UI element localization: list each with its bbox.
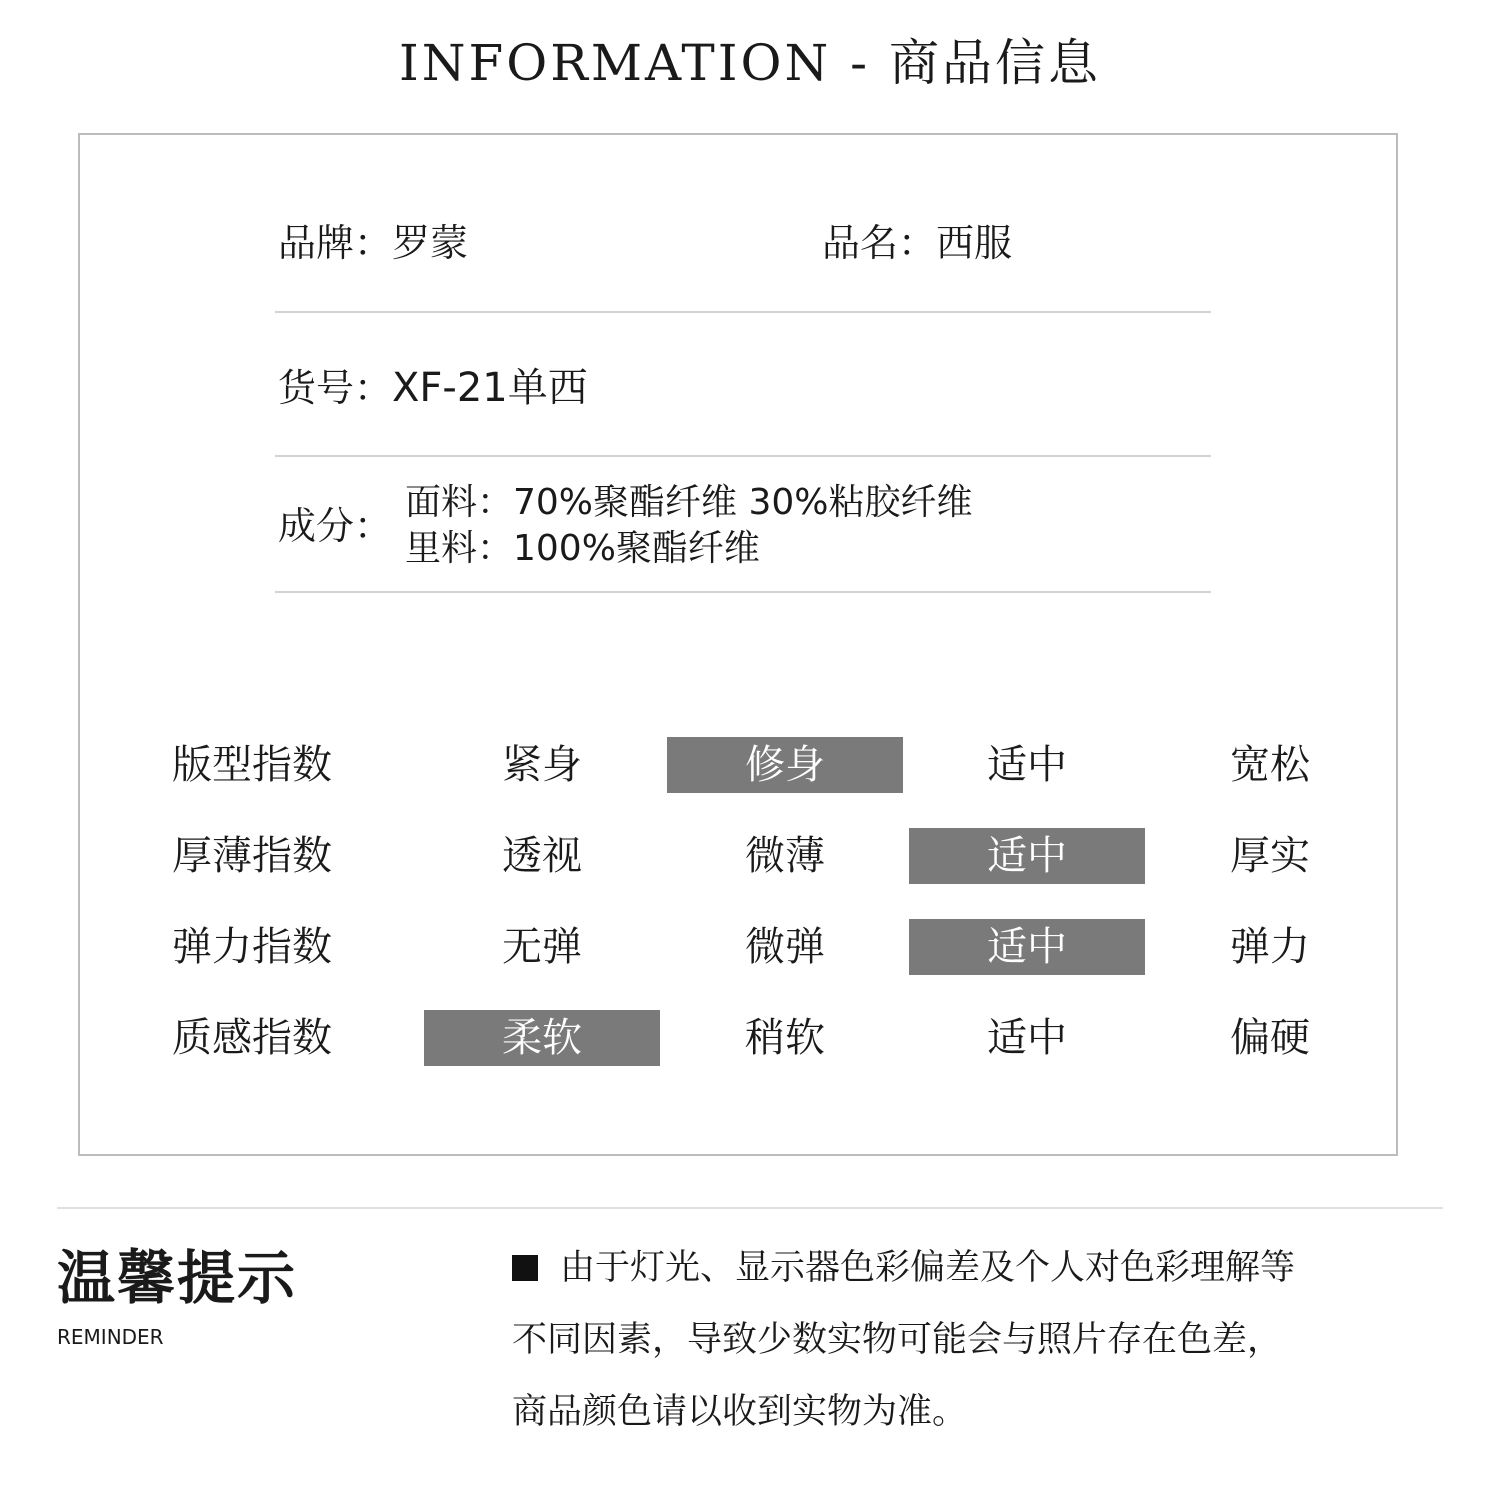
index-option-selected: 适中 [909,919,1145,975]
composition-details [405,480,972,572]
reminder-line: 商品颜色请以收到实物为准。 [512,1392,968,1432]
index-option: 无弹 [502,924,582,970]
composition-fabric: 面料：70%聚酯纤维 30%粘胶纤维 [405,482,973,523]
sku-field [278,364,588,412]
composition-label: 成分： [278,504,393,548]
divider-line [275,591,1211,593]
reminder-line-text: 由于灯光、显示器色彩偏差及个人对色彩理解等 [560,1248,1296,1288]
square-bullet-icon [512,1255,538,1281]
index-option: 宽松 [1230,742,1310,788]
reminder-line [512,1232,1382,1304]
index-label: 厚薄指数 [172,833,332,879]
composition-lining: 里料：100%聚酯纤维 [405,528,760,569]
reminder-line: 不同因素，导致少数实物可能会与照片存在色差， [512,1320,1283,1360]
divider-line [275,455,1211,457]
product-name-label: 品名： [822,221,937,265]
sku-label: 货号： [278,366,393,410]
index-option: 适中 [987,1015,1067,1061]
index-option: 透视 [502,833,582,879]
sku-value: XF-21单西 [392,365,588,411]
page-title: INFORMATION - 商品信息 [399,34,1101,92]
index-option: 厚实 [1230,833,1310,879]
brand-label: 品牌： [278,221,393,265]
product-name-value: 西服 [936,221,1013,265]
brand-value: 罗蒙 [392,221,469,265]
index-option: 微薄 [745,833,825,879]
reminder-title: 温馨提示 [57,1244,298,1312]
info-panel [78,133,1398,1156]
index-option: 微弹 [745,924,825,970]
index-option-selected: 修身 [667,737,903,793]
index-option-selected: 柔软 [424,1010,660,1066]
index-option: 稍软 [745,1015,825,1061]
index-label: 版型指数 [172,742,332,788]
index-label: 质感指数 [172,1015,332,1061]
index-option: 适中 [987,742,1067,788]
brand-field [278,219,468,267]
index-option: 弹力 [1230,924,1310,970]
index-option: 偏硬 [1230,1015,1310,1061]
index-option: 紧身 [502,742,582,788]
section-divider [57,1207,1443,1209]
divider-line [275,311,1211,313]
reminder-subtitle: REMINDER [57,1325,164,1349]
index-option-selected: 适中 [909,828,1145,884]
index-label: 弹力指数 [172,924,332,970]
product-name-field [822,219,1012,267]
